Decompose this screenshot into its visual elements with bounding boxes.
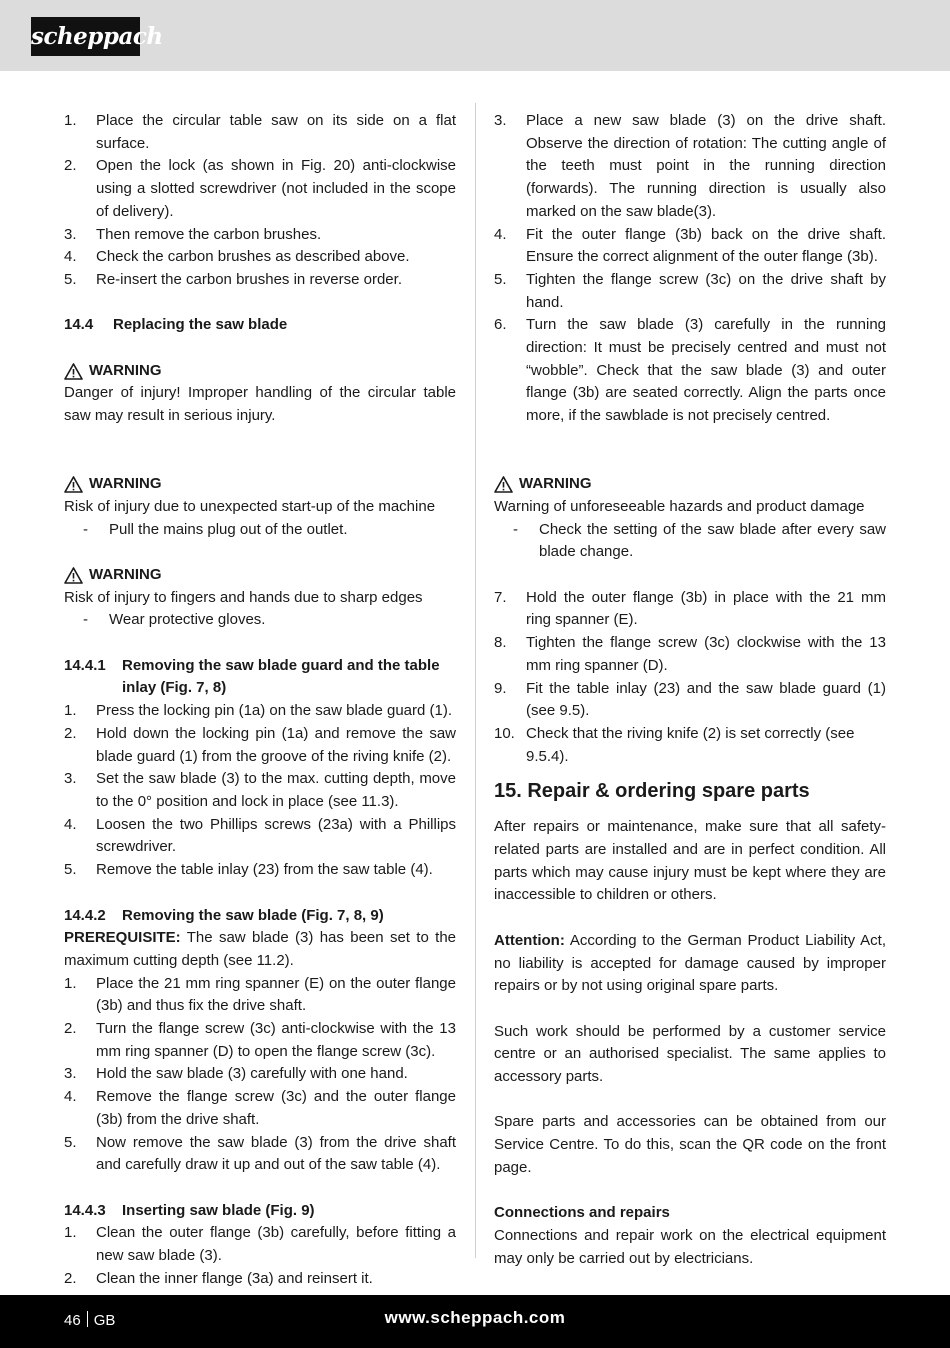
list-item: 10. Check that the riving knife (2) is set correctly (see 9.5.4). [494,724,855,765]
section-heading-14-4-2: 14.4.2 Removing the saw blade (Fig. 7, 8, 9) [64,906,384,924]
warning-heading: WARNING [64,360,456,383]
warning-text: Risk of injury due to unexpected start-up of the machine [64,497,436,515]
list-item: 4. Check the carbon brushes as described above. [64,248,410,266]
warning-triangle-icon [64,363,83,380]
paragraph: After repairs or maintenance, make sure that all safety-related parts are installed and are in perfect condition. All parts which may cause injury must be kept where they are inaccessible to children or others. [494,818,886,904]
website-link[interactable]: www.scheppach.com [384,1308,566,1327]
list-item: 3. Place a new saw blade (3) on the drive shaft. Observe the direction of rotation: The cutting angle of the teeth must point in the running direction (forwards). The running direction is usually also marked on the saw blade(3). [494,112,886,220]
warning-text: Warning of unforeseeable hazards and product damage [494,497,865,515]
warning-action: - Wear protective gloves. [83,611,266,629]
list-item: 5. Re-insert the carbon brushes in reverse order. [64,270,402,288]
paragraph: Such work should be performed by a customer service centre or an authorised specialist. The same applies to accessory parts. [494,1022,886,1086]
warning-heading: WARNING [64,564,456,587]
right-column [494,110,886,1270]
connections-heading: Connections and repairs [494,1204,670,1222]
steps-continued [494,110,886,428]
list-item: 9. Fit the table inlay (23) and the saw blade guard (1) (see 9.5). [494,679,886,720]
list-item: 2. Hold down the locking pin (1a) and remove the saw blade guard (1) from the groove of the riving knife (2). [64,724,456,765]
list-item: 5. Now remove the saw blade (3) from the drive shaft and carefully draw it up and out of the saw table (4). [64,1133,456,1174]
section-heading-15: 15. Repair & ordering spare parts [494,780,810,803]
left-column [64,110,456,1290]
section-heading-14-4-3: 14.4.3 Inserting saw blade (Fig. 9) [64,1201,315,1219]
steps-14-4-1 [64,700,456,882]
column-divider [475,103,476,1258]
scheppach-logo: scheppach [31,17,140,56]
paragraph: Connections and repair work on the electrical equipment may only be carried out by electricians. [494,1226,886,1267]
warning-triangle-icon [494,476,513,493]
warning-heading: WARNING [64,473,456,496]
warning-action: - Check the setting of the saw blade after every saw blade change. [513,520,886,561]
list-item: 2. Turn the flange screw (3c) anti-clockwise with the 13 mm ring spanner (D) to open the flange screw (3c). [64,1020,456,1060]
list-item: 2. Clean the inner flange (3a) and reinsert it. [64,1269,373,1287]
list-item: 3. Set the saw blade (3) to the max. cutting depth, move to the 0° position and lock in place (see 11.3). [64,770,456,810]
list-item: 4. Fit the outer flange (3b) back on the drive shaft. Ensure the correct alignment of the outer flange (3b). [494,225,886,266]
warning-triangle-icon [64,567,83,584]
list-item: 1. Clean the outer flange (3b) carefully, before fitting a new saw blade (3). [64,1224,456,1265]
steps-14-4-2 [64,973,456,1177]
list-item: 6. Turn the saw blade (3) carefully in the running direction: It must be precisely centred and must not “wobble”. Check that the saw blade (3) and outer flange (3b) are seated correctly. Align the parts once more, if the sawblade is not precisely centred. [494,316,886,425]
list-item: 4. Remove the flange screw (3c) and the outer flange (3b) from the drive shaft. [64,1088,456,1128]
list-item: 2. Open the lock (as shown in Fig. 20) anti-clockwise using a slotted screwdriver (not included in the scope of delivery). [64,157,456,220]
warning-action: - Pull the mains plug out of the outlet. [83,520,348,538]
steps-14-4-3 [64,1222,456,1290]
section-heading-14-4-1: 14.4.1 Removing the saw blade guard and the table inlay (Fig. 7, 8) [64,656,440,697]
list-item: 3. Then remove the carbon brushes. [64,225,322,243]
warning-text: Risk of injury to fingers and hands due to sharp edges [64,588,423,606]
list-item: 8. Tighten the flange screw (3c) clockwise with the 13 mm ring spanner (D). [494,634,886,674]
list-item: 1. Press the locking pin (1a) on the saw blade guard (1). [64,702,453,720]
list-item: 5. Remove the table inlay (23) from the saw table (4). [64,861,433,879]
list-item: 4. Loosen the two Phillips screws (23a) with a Phillips screwdriver. [64,815,456,856]
list-item: 1. Place the 21 mm ring spanner (E) on the outer flange (3b) and thus fix the drive shaft. [64,974,456,1015]
warning-text: Danger of injury! Improper handling of the circular table saw may result in serious injury. [64,384,456,425]
page-header [0,0,950,71]
prerequisite: PREREQUISITE: The saw blade (3) has been set to the maximum cutting depth (see 11.2). [64,929,456,969]
attention-paragraph: Attention: According to the German Product Liability Act, no liability is accepted for damage caused by improper repairs or by not using original spare parts. [494,931,886,995]
warning-triangle-icon [64,476,83,493]
warning-heading: WARNING [494,473,886,496]
section-heading-14-4: 14.4 Replacing the saw blade [64,316,288,334]
page-number: 46 GB [64,1312,116,1329]
list-item: 7. Hold the outer flange (3b) in place with the 21 mm ring spanner (E). [494,588,886,629]
page-footer [0,1295,950,1348]
list-item: 1. Place the circular table saw on its side on a flat surface. [64,112,456,152]
list-item: 3. Hold the saw blade (3) carefully with one hand. [64,1065,408,1083]
intro-steps [64,110,456,292]
paragraph: Spare parts and accessories can be obtained from our Service Centre. To do this, scan the QR code on the front page. [494,1113,886,1176]
steps-final [494,587,886,769]
list-item: 5. Tighten the flange screw (3c) on the drive shaft by hand. [494,270,886,311]
